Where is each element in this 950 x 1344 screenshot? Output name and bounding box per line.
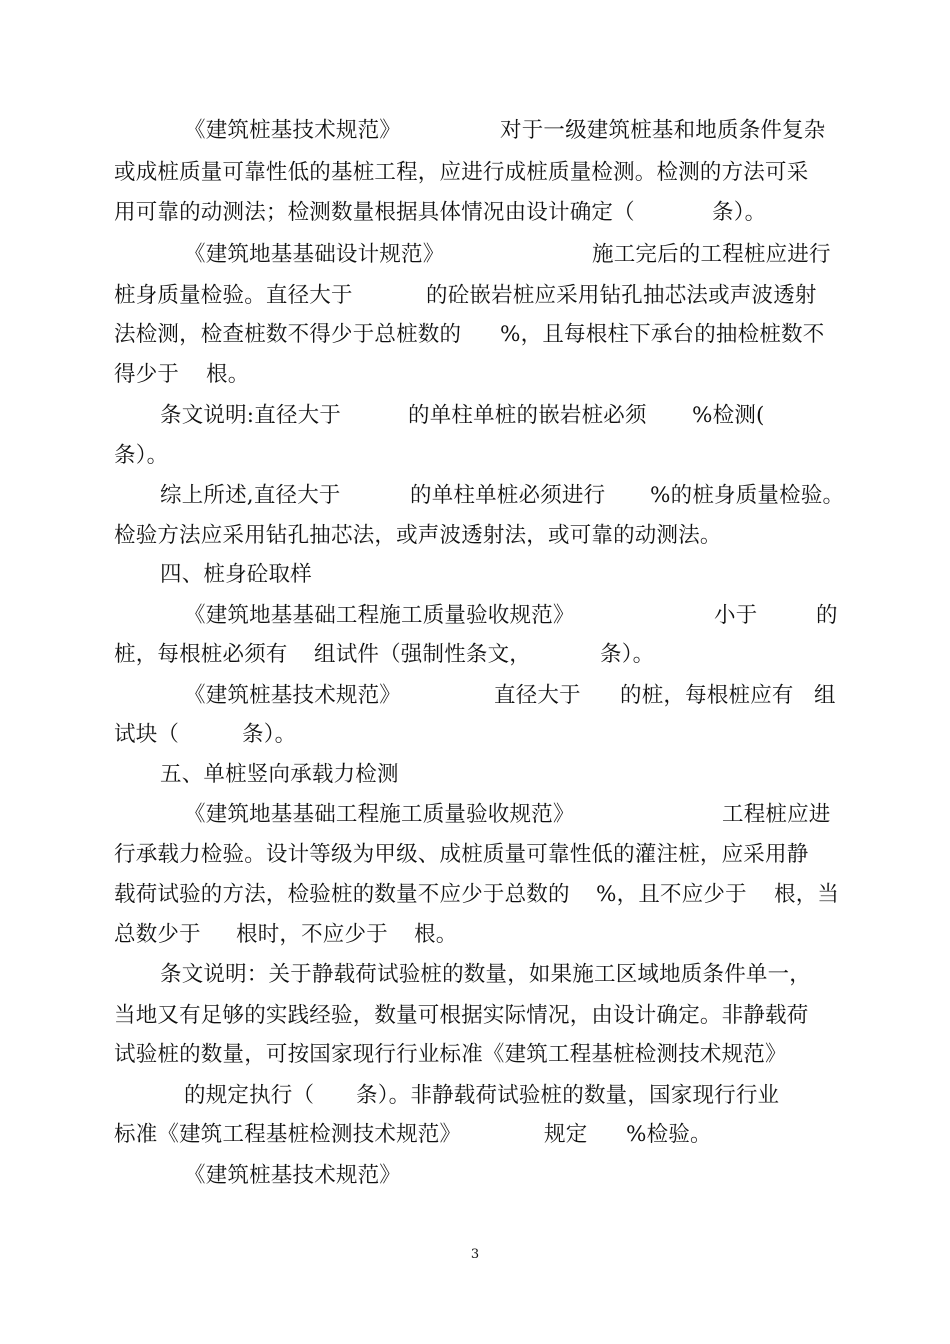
text-line: 试块（: [114, 722, 180, 747]
text-line: %的桩身质量检验。: [650, 483, 845, 508]
text-line: 《建筑桩基技术规范》: [184, 683, 402, 708]
text-line: 的: [816, 603, 838, 628]
text-line: 根时，不应少于: [236, 922, 388, 947]
text-line: 《建筑地基基础设计规范》: [184, 242, 445, 267]
text-line: 法检测，检查桩数不得少于总桩数的: [114, 322, 462, 347]
text-line: 规定: [544, 1122, 588, 1147]
text-line: 试验桩的数量，可按国家现行行业标准《建筑工程基桩检测技术规范》: [114, 1042, 787, 1067]
text-line: 检验方法应采用钻孔抽芯法，或声波透射法，或可靠的动测法。: [114, 523, 722, 548]
text-line: 小于: [714, 603, 758, 628]
text-line: 根。: [206, 362, 250, 387]
text-line: 或成桩质量可靠性低的基桩工程，应进行成桩质量检测。检测的方法可采: [114, 160, 809, 185]
text-line: 《建筑桩基技术规范》: [184, 118, 402, 143]
text-line: 对于一级建筑桩基和地质条件复杂: [500, 118, 826, 143]
text-line: 条文说明:直径大于: [160, 403, 342, 428]
text-line: 综上所述,直径大于: [160, 483, 341, 508]
text-line: 的单柱单桩的嵌岩桩必须: [408, 403, 647, 428]
text-line: 组试件（强制性条文，: [314, 642, 532, 667]
text-line: 条文说明：关于静载荷试验桩的数量，如果施工区域地质条件单一，: [160, 962, 812, 987]
text-line: 《建筑地基基础工程施工质量验收规范》: [184, 603, 575, 628]
text-line: 标准《建筑工程基桩检测技术规范》: [114, 1122, 462, 1147]
text-line: 条）。: [600, 642, 655, 667]
text-line: 施工完后的工程桩应进行: [592, 242, 831, 267]
text-line: %，且每根柱下承台的抽检桩数不: [500, 322, 825, 347]
text-line: 得少于: [114, 362, 180, 387]
section-heading: 五、单桩竖向承载力检测: [160, 762, 399, 787]
text-line: 工程桩应进: [722, 802, 831, 827]
text-line: 总数少于: [114, 922, 201, 947]
text-line: 载荷试验的方法，检验桩的数量不应少于总数的: [114, 882, 570, 907]
text-line: 当地又有足够的实践经验，数量可根据实际情况，由设计确定。非静载荷: [114, 1003, 809, 1028]
text-line: 桩身质量检验。直径大于: [114, 283, 353, 308]
page-number: 3: [470, 1247, 480, 1262]
text-line: 桩，每根桩必须有: [114, 642, 288, 667]
text-line: 条）。: [712, 200, 767, 225]
text-line: 的砼嵌岩桩应采用钻孔抽芯法或声波透射: [426, 283, 817, 308]
text-line: %检测(: [692, 403, 765, 428]
text-line: 条）。: [114, 443, 169, 468]
text-line: 条）。: [242, 722, 297, 747]
text-line: 组: [814, 683, 836, 708]
text-line: 行承载力检验。设计等级为甲级、成桩质量可靠性低的灌注桩，应采用静: [114, 842, 809, 867]
text-line: 直径大于: [494, 683, 581, 708]
text-line: 根，当: [774, 882, 840, 907]
text-line: %，且不应少于: [596, 882, 747, 907]
text-line: 《建筑桩基技术规范》: [184, 1163, 402, 1188]
text-line: 条）。非静载荷试验桩的数量，国家现行行业: [356, 1083, 780, 1108]
text-line: %检验。: [626, 1122, 712, 1147]
text-line: 《建筑地基基础工程施工质量验收规范》: [184, 802, 575, 827]
text-line: 用可靠的动测法；检测数量根据具体情况由设计确定（: [114, 200, 635, 225]
text-line: 的桩，每根桩应有: [620, 683, 794, 708]
text-line: 的单柱单桩必须进行: [410, 483, 606, 508]
section-heading: 四、桩身砼取样: [160, 562, 312, 587]
text-line: 的规定执行（: [184, 1083, 315, 1108]
text-line: 根。: [414, 922, 458, 947]
